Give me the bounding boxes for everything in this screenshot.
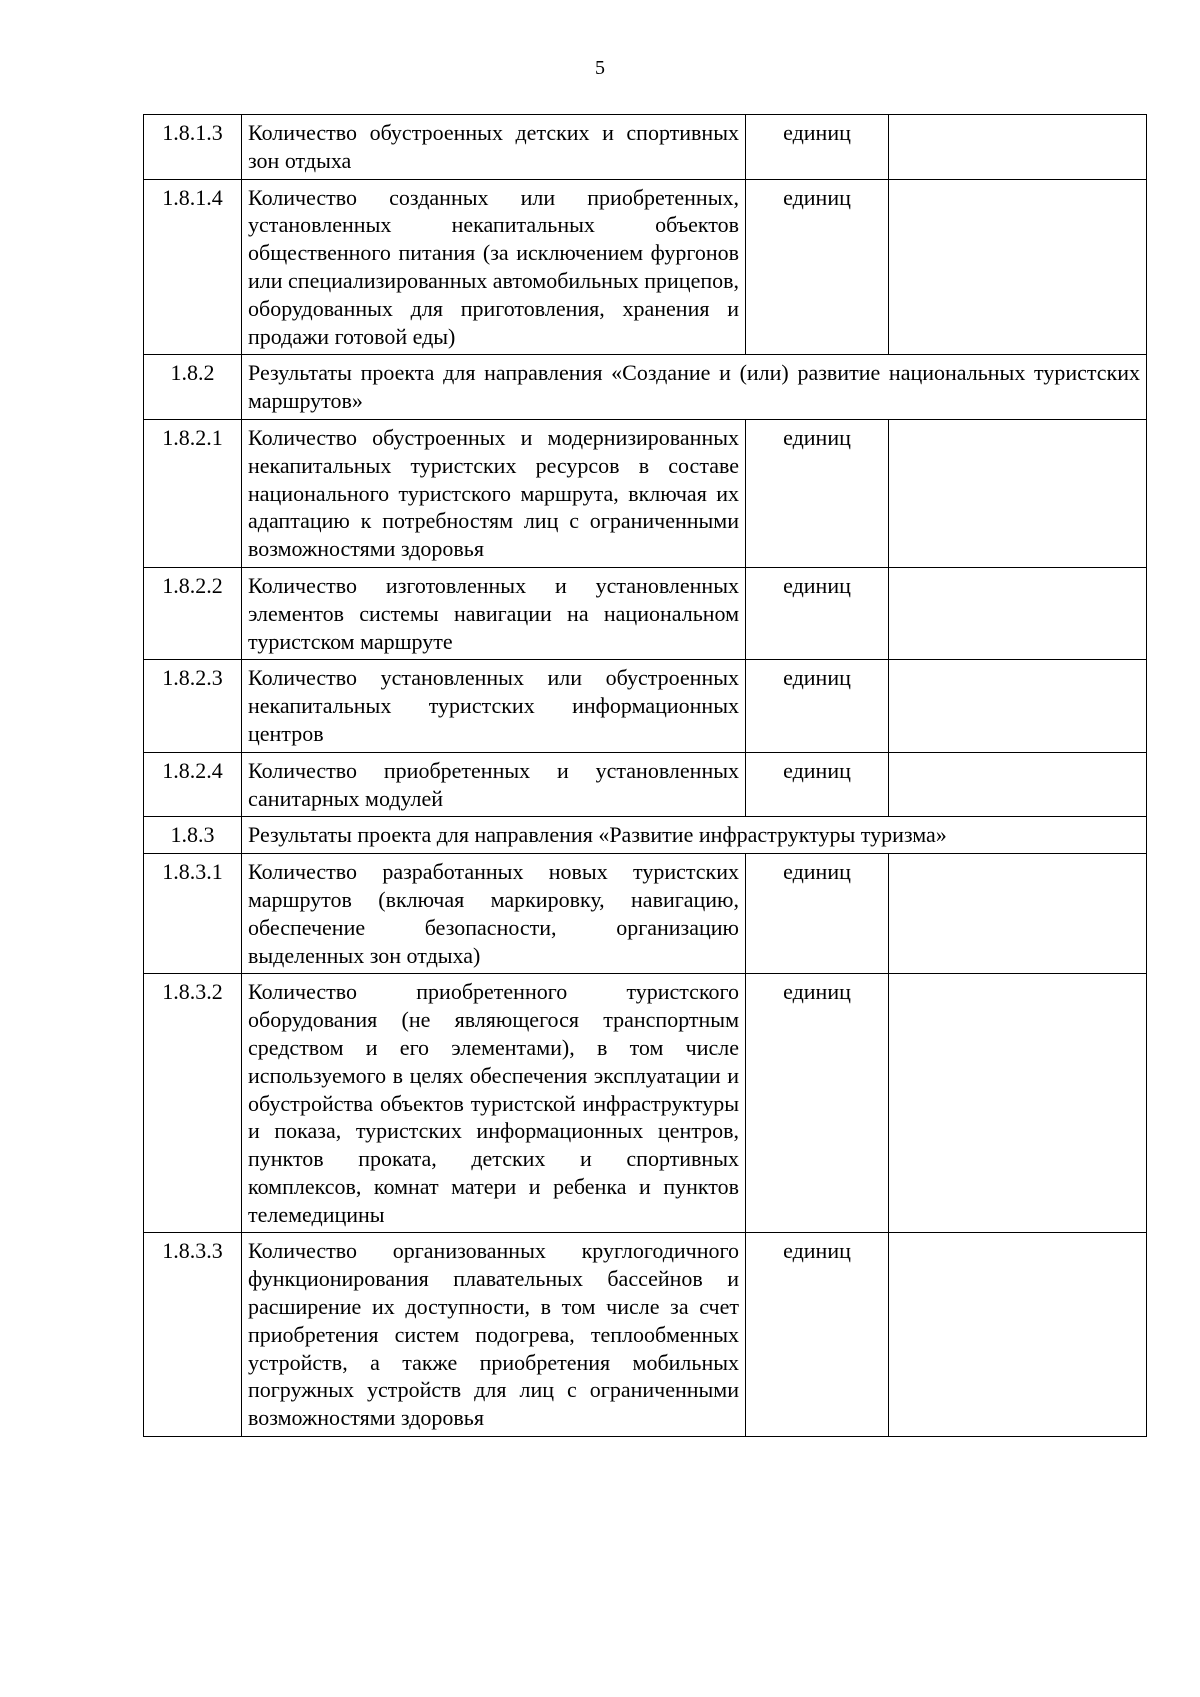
table-row [144, 179, 1147, 355]
row-code: 1.8.3.3 [144, 1233, 242, 1437]
value-cell-empty [889, 179, 1147, 355]
indicator-name: Количество изготовленных и установленных элементов системы навигации на национальном туристском маршруте [242, 567, 746, 659]
unit-of-measure: единиц [746, 179, 889, 355]
section-row [144, 355, 1147, 420]
unit-of-measure: единиц [746, 974, 889, 1233]
table-row [144, 752, 1147, 817]
section-title: Результаты проекта для направления «Создание и (или) развитие национальных туристских маршрутов» [242, 355, 1147, 420]
unit-of-measure: единиц [746, 660, 889, 752]
indicator-name: Количество приобретенных и установленных санитарных модулей [242, 752, 746, 817]
indicator-name: Количество обустроенных детских и спортивных зон отдыха [242, 115, 746, 180]
unit-of-measure: единиц [746, 115, 889, 180]
row-code: 1.8.1.3 [144, 115, 242, 180]
value-cell-empty [889, 854, 1147, 974]
value-cell-empty [889, 660, 1147, 752]
table-row [144, 974, 1147, 1233]
row-code: 1.8.3 [144, 817, 242, 854]
table-row [144, 419, 1147, 567]
table-row [144, 660, 1147, 752]
row-code: 1.8.2.4 [144, 752, 242, 817]
value-cell-empty [889, 974, 1147, 1233]
section-row [144, 817, 1147, 854]
results-table-body [144, 115, 1147, 1437]
table-row [144, 115, 1147, 180]
unit-of-measure: единиц [746, 752, 889, 817]
indicator-name: Количество приобретенного туристского оборудования (не являющегося транспортным средством и его элементами), в том числе используемого в целях обеспечения эксплуатации и обустройства объектов туристской инфраструктуры и показа, туристских информационных центров, пунктов проката, детских и спортивных комплексов, комнат матери и ребенка и пунктов телемедицины [242, 974, 746, 1233]
section-title: Результаты проекта для направления «Развитие инфраструктуры туризма» [242, 817, 1147, 854]
unit-of-measure: единиц [746, 567, 889, 659]
table-row [144, 567, 1147, 659]
value-cell-empty [889, 752, 1147, 817]
indicator-name: Количество установленных или обустроенных некапитальных туристских информационных центров [242, 660, 746, 752]
row-code: 1.8.2 [144, 355, 242, 420]
row-code: 1.8.1.4 [144, 179, 242, 355]
row-code: 1.8.3.1 [144, 854, 242, 974]
results-table [143, 114, 1147, 1437]
row-code: 1.8.3.2 [144, 974, 242, 1233]
page-number: 5 [595, 57, 605, 79]
unit-of-measure: единиц [746, 854, 889, 974]
value-cell-empty [889, 419, 1147, 567]
row-code: 1.8.2.3 [144, 660, 242, 752]
row-code: 1.8.2.2 [144, 567, 242, 659]
value-cell-empty [889, 115, 1147, 180]
indicator-name: Количество разработанных новых туристских маршрутов (включая маркировку, навигацию, обеспечение безопасности, организацию выделенных зон отдыха) [242, 854, 746, 974]
table-row [144, 1233, 1147, 1437]
value-cell-empty [889, 1233, 1147, 1437]
indicator-name: Количество созданных или приобретенных, установленных некапитальных объектов общественного питания (за исключением фургонов или специализированных автомобильных прицепов, оборудованных для приготовления, хранения и продажи готовой еды) [242, 179, 746, 355]
value-cell-empty [889, 567, 1147, 659]
indicator-name: Количество обустроенных и модернизированных некапитальных туристских ресурсов в составе национального туристского маршрута, включая их адаптацию к потребностям лиц с ограниченными возможностями здоровья [242, 419, 746, 567]
indicator-name: Количество организованных круглогодичного функционирования плавательных бассейнов и расширение их доступности, в том числе за счет приобретения систем подогрева, теплообменных устройств, а также приобретения мобильных погружных устройств для лиц с ограниченными возможностями здоровья [242, 1233, 746, 1437]
table-row [144, 854, 1147, 974]
row-code: 1.8.2.1 [144, 419, 242, 567]
unit-of-measure: единиц [746, 1233, 889, 1437]
unit-of-measure: единиц [746, 419, 889, 567]
